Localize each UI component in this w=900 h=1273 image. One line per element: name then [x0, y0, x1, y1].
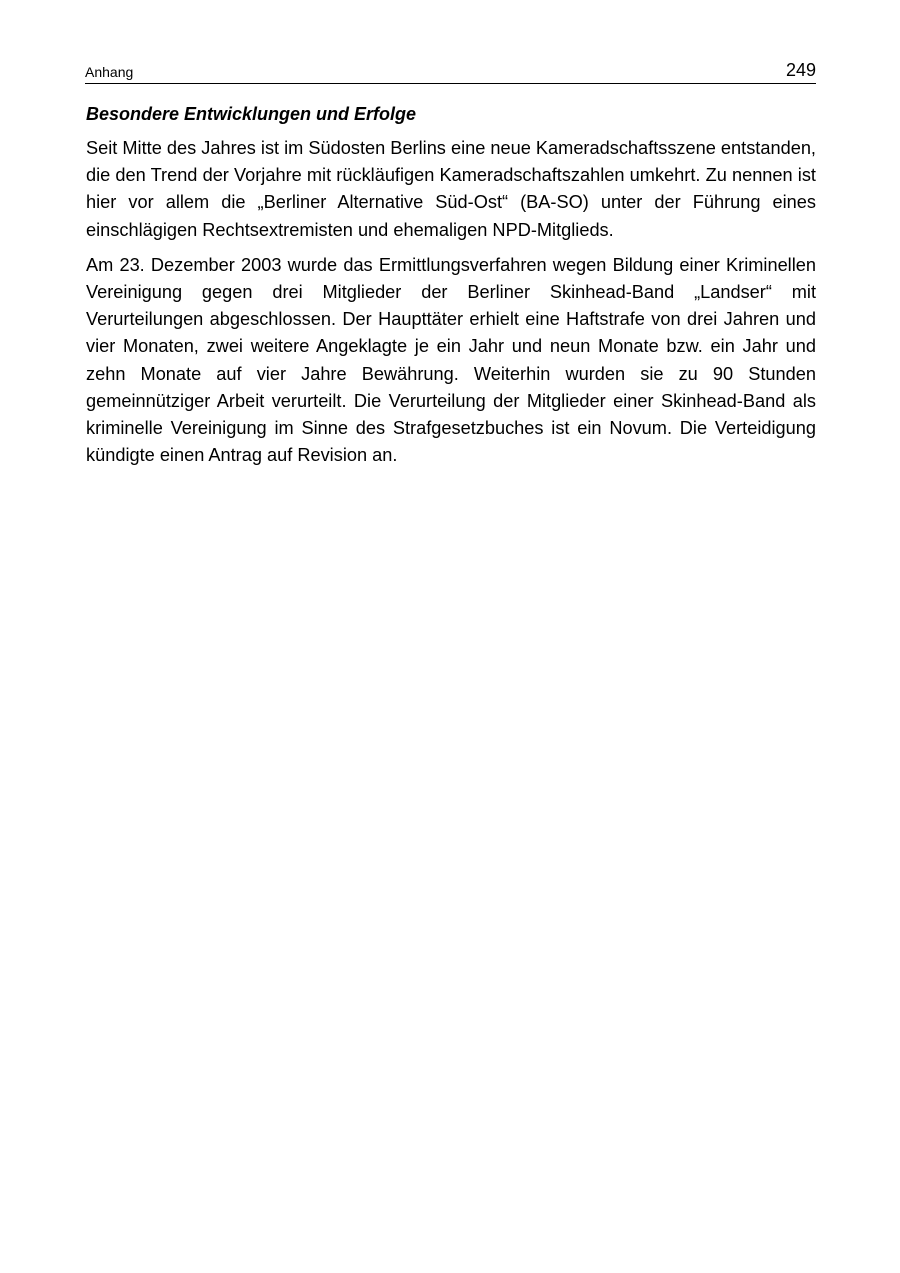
header-section-title: Anhang	[85, 64, 134, 80]
running-header	[85, 60, 816, 84]
body-paragraph-2: Am 23. Dezember 2003 wurde das Ermittlungsverfahren wegen Bildung einer Kriminellen Vereinigung gegen drei Mitglieder der Berliner Skinhead-Band „Landser“ mit Verurteilungen abgeschlossen. Der Haupttäter erhielt eine Haftstrafe von drei Jahren und vier Monaten, zwei weitere Angeklagte je ein Jahr und neun Monate bzw. ein Jahr und zehn Monate auf vier Jahre Bewährung. Weiterhin wurden sie zu 90 Stunden gemeinnütziger Arbeit verurteilt. Die Verurteilung der Mitglieder einer Skinhead-Band als kriminelle Vereinigung im Sinne des Strafgesetzbuches ist ein Novum. Die Verteidigung kündigte einen Antrag auf Revision an.	[86, 254, 816, 466]
page-number: 249	[785, 60, 816, 80]
document-page	[85, 60, 816, 469]
section-heading: Besondere Entwicklungen und Erfolge	[86, 104, 417, 124]
body-paragraph-1: Seit Mitte des Jahres ist im Südosten Berlins eine neue Kameradschaftsszene entstanden, die den Trend der Vorjahre mit rückläufigen Kameradschaftszahlen umkehrt. Zu nennen ist hier vor allem die „Berliner Alternative Süd-Ost“ (BA-SO) unter der Führung eines einschlägigen Rechtsextremisten und ehemaligen NPD-Mitglieds.	[86, 138, 816, 240]
